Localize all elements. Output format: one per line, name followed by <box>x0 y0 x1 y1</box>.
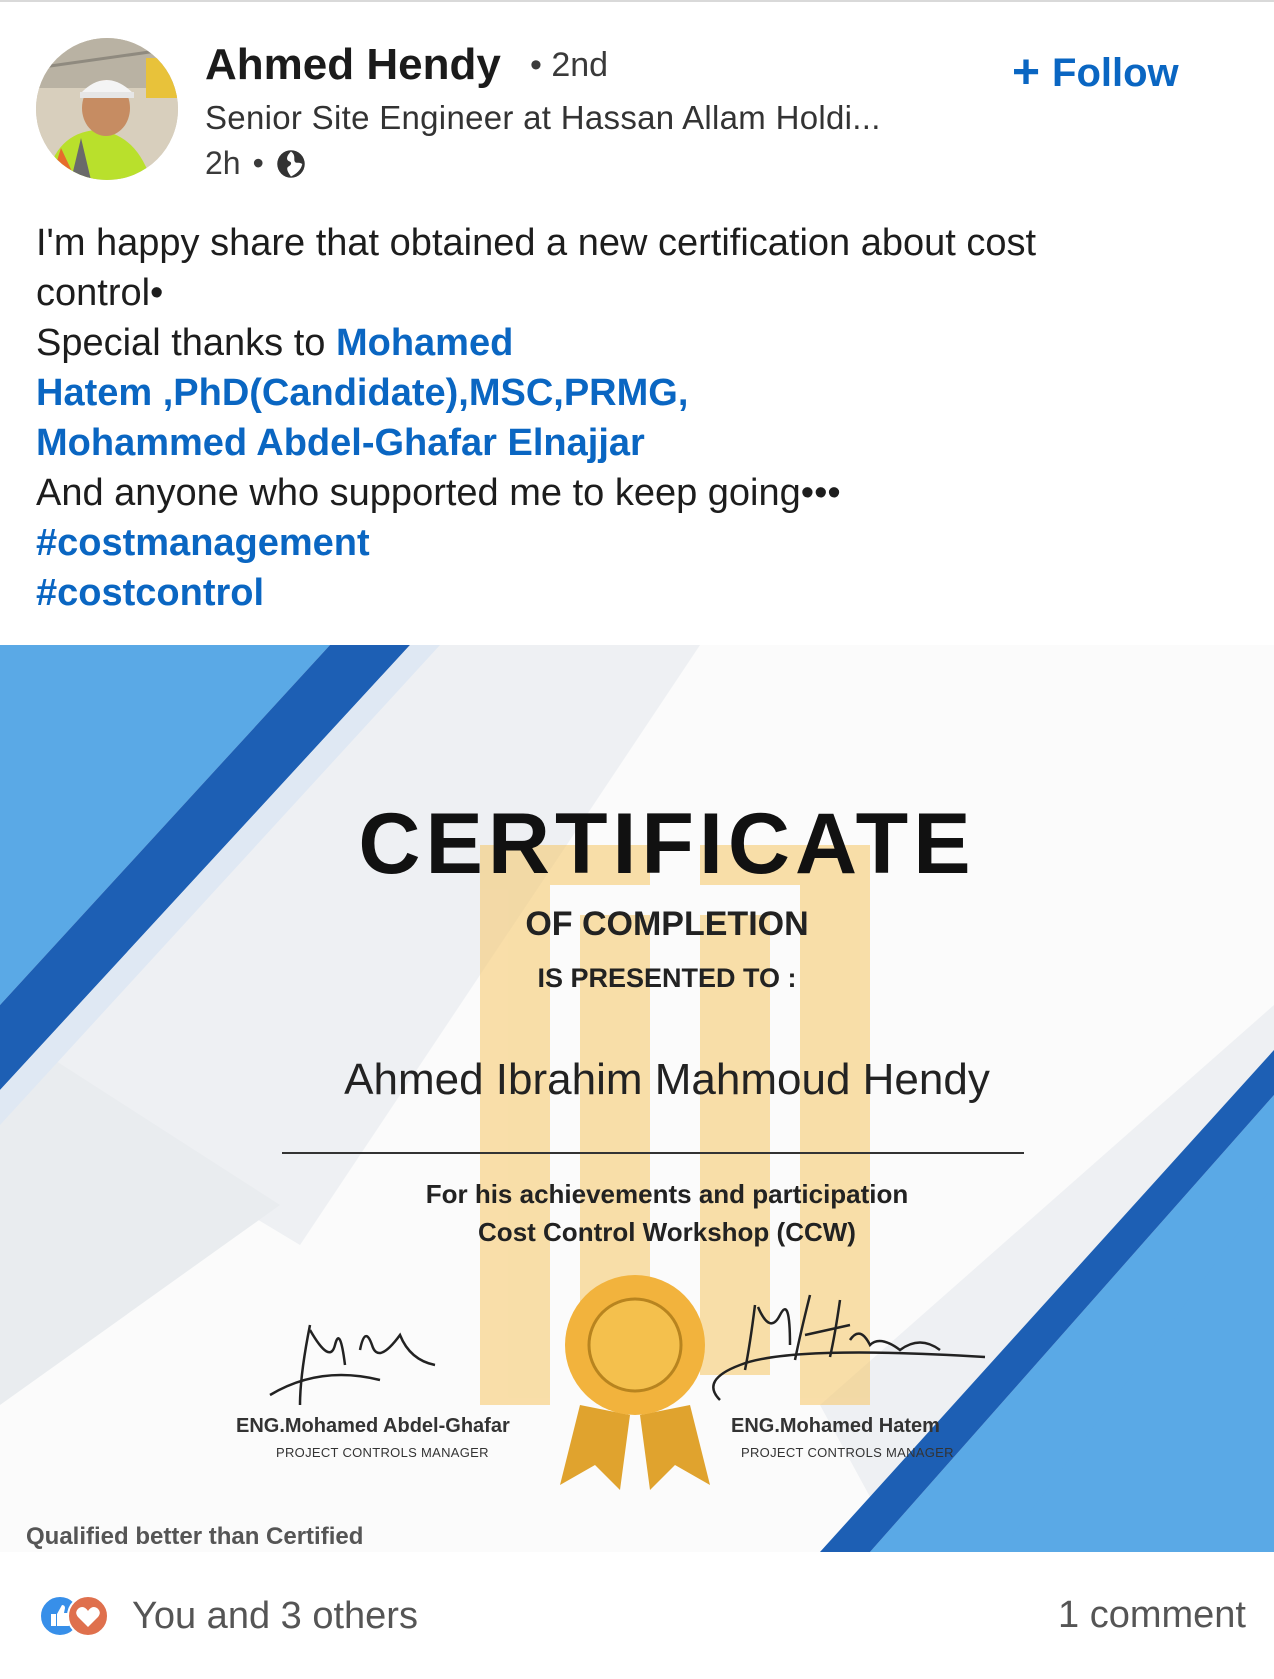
like-love-icon <box>38 1594 122 1638</box>
signer-left-name: ENG.Mohamed Abdel-Ghafar <box>236 1415 510 1437</box>
certificate-title: CERTIFICATE <box>358 796 976 892</box>
signer-right-name: ENG.Mohamed Hatem <box>731 1415 940 1437</box>
author-headline: Senior Site Engineer at Hassan Allam Holdi... <box>205 99 881 136</box>
avatar[interactable] <box>36 38 178 180</box>
recipient-underline <box>282 1152 1024 1154</box>
post-text-fragment: Special thanks to <box>36 322 336 364</box>
follow-label: Follow <box>1052 50 1179 95</box>
certificate-image[interactable] <box>0 645 1274 1552</box>
plus-icon: + <box>1012 46 1041 99</box>
mention-link[interactable]: Mohammed Abdel-Ghafar Elnajjar <box>36 422 645 464</box>
post-text-line: I'm happy share that obtained a new certification about cost <box>36 222 1037 264</box>
post-text-line: And anyone who supported me to keep going••• <box>36 472 841 514</box>
post-meta <box>205 145 306 182</box>
certificate-tagline: Qualified better than Certified <box>26 1523 364 1550</box>
certificate-recipient: Ahmed Ibrahim Mahmoud Hendy <box>344 1055 990 1104</box>
top-divider <box>0 0 1274 2</box>
certificate-description: For his achievements and participation <box>425 1179 909 1209</box>
hashtag-link[interactable]: #costcontrol <box>36 572 265 614</box>
signer-right-role: PROJECT CONTROLS MANAGER <box>741 1445 954 1460</box>
reactions-summary[interactable] <box>38 1594 418 1638</box>
comments-count[interactable]: 1 comment <box>1058 1594 1246 1636</box>
reaction-icons <box>38 1594 122 1638</box>
meta-separator: • <box>252 145 264 181</box>
reactions-label: You and 3 others <box>132 1594 418 1637</box>
avatar-photo <box>36 38 178 180</box>
post-time: 2h <box>205 145 241 181</box>
mention-link[interactable]: Mohamed <box>335 322 514 364</box>
globe-icon <box>276 149 306 179</box>
signer-left-role: PROJECT CONTROLS MANAGER <box>276 1445 489 1460</box>
certificate-course: Cost Control Workshop (CCW) <box>478 1217 856 1247</box>
post-text-line: control• <box>36 272 164 314</box>
post-text <box>36 218 1236 618</box>
certificate-subtitle: OF COMPLETION <box>525 905 809 943</box>
post-text-line <box>36 318 1236 368</box>
connection-degree: • 2nd <box>530 46 609 84</box>
follow-button[interactable] <box>1012 46 1179 100</box>
author-name[interactable]: Ahmed Hendy <box>205 40 501 89</box>
mention-link[interactable]: Hatem ,PhD(Candidate),MSC,PRMG, <box>36 372 689 414</box>
hashtag-link[interactable]: #costmanagement <box>36 522 370 564</box>
certificate-presented: IS PRESENTED TO : <box>537 963 797 993</box>
